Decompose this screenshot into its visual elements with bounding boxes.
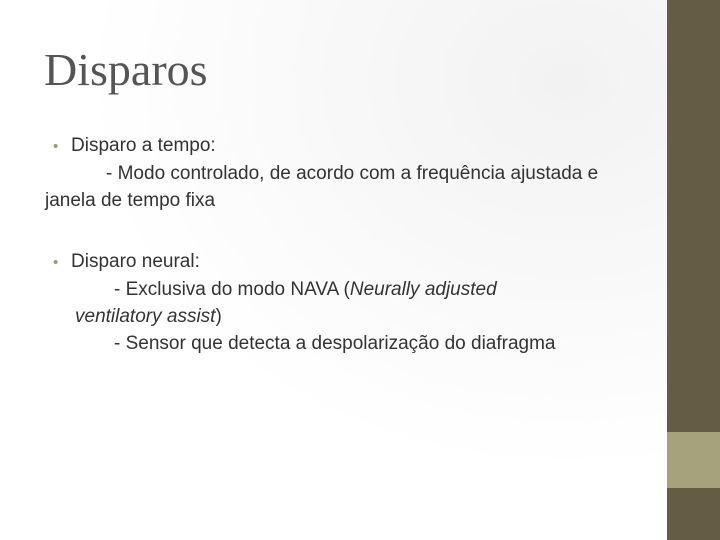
nava-line-two [75,303,653,330]
bullet-disparo-a-tempo [45,132,653,214]
sidebar-accent-band [667,432,720,488]
bullet-icon: • [53,254,59,271]
bullet-disparo-neural [53,248,653,357]
sidebar-bottom-band [667,488,720,540]
bullet-detail: - Modo controlado, de acordo com a frequência ajustada e janela de tempo fixa [45,163,599,211]
bullet-detail-sensor: - Sensor que detecta a despolarização do diafragma [114,333,556,354]
nava-italic-part-b: ventilatory assist [75,306,216,327]
sidebar-dark-band [667,0,720,432]
bullet-heading: Disparo neural: [71,251,200,272]
nava-italic-part-a: Neurally adjusted [349,279,497,300]
nava-suffix: ) [215,306,222,327]
bullet-heading: Disparo a tempo: [71,135,216,156]
bullet-detail-nava [53,276,653,330]
bullet-icon: • [53,138,59,155]
slide-title: Disparos [44,44,208,95]
nava-prefix: - Exclusiva do modo NAVA ( [114,279,350,300]
bullet-heading-row [53,132,653,160]
bullet-heading-row [53,248,653,276]
slide-content [45,132,653,391]
